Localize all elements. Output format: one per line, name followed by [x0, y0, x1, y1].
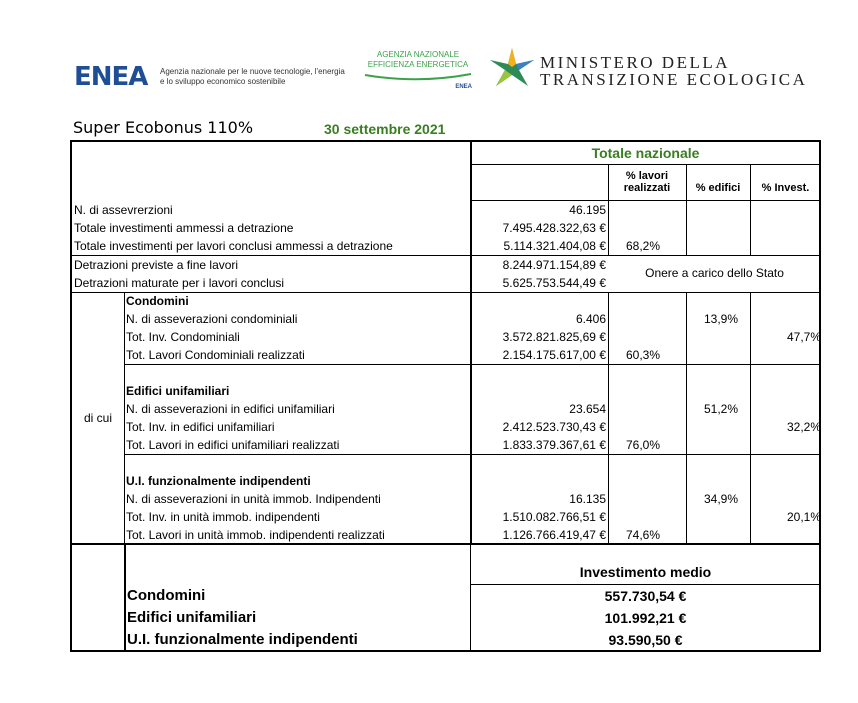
row-value: 7.495.428.322,63 €	[502, 221, 606, 235]
row-label: Detrazioni maturate per i lavori conclusi	[74, 276, 285, 290]
group-title: Edifici unifamiliari	[126, 384, 230, 398]
header-totale-nazionale: Totale nazionale	[591, 145, 700, 161]
divider	[470, 164, 821, 165]
medio-label: U.I. funzionalmente indipendenti	[127, 631, 358, 648]
swoosh-icon	[363, 72, 473, 82]
header-lavori-line2: realizzati	[623, 182, 671, 194]
medio-label: Condomini	[127, 587, 206, 604]
data-table	[70, 140, 821, 652]
enea-logo: ENEA	[74, 62, 148, 92]
group-row-value: 6.406	[575, 312, 606, 326]
group-row-value: 1.126.766.419,47 €	[502, 528, 606, 542]
page-title: Super Ecobonus 110%	[73, 118, 254, 137]
group-row-label: Tot. Lavori in unità immob. indipendenti realizzati	[126, 528, 385, 542]
row-label: N. di assevrerzioni	[74, 203, 173, 217]
medio-value: 93.590,50 €	[608, 632, 683, 648]
group-pct-lavori: 76,0%	[626, 438, 661, 452]
group-row-label: N. di asseverazioni in unità immob. Indipendenti	[126, 492, 381, 506]
divider	[124, 292, 125, 544]
group-row-value: 1.833.379.367,61 €	[502, 438, 606, 452]
group-pct-lavori: 60,3%	[626, 348, 661, 362]
divider	[750, 164, 751, 255]
group-row-label: Tot. Lavori Condominiali realizzati	[126, 348, 305, 362]
group-row-value: 1.510.082.766,51 €	[502, 510, 606, 524]
group-pct-invest: 20,1%	[786, 510, 821, 524]
divider	[686, 292, 687, 544]
group-row-label: Tot. Inv. Condominiali	[126, 330, 240, 344]
ministry-name	[540, 54, 807, 88]
divider	[608, 292, 609, 544]
onere-note: Onere a carico dello Stato	[645, 266, 784, 280]
row-pct-lavori: 68,2%	[626, 239, 661, 253]
ministry-star-icon	[488, 46, 536, 88]
ministry-line1: MINISTERO DELLA	[540, 53, 731, 72]
group-row-value: 23.654	[569, 402, 606, 416]
agency-line2: EFFICIENZA ENERGETICA	[367, 60, 469, 69]
header-lavori-realizzati	[608, 170, 686, 194]
investimento-medio-header: Investimento medio	[579, 564, 712, 580]
agency-enea-mini: ENEA	[455, 84, 472, 90]
agency-line1: AGENZIA NAZIONALE	[376, 50, 460, 59]
row-value: 46.195	[569, 203, 606, 217]
divider	[124, 364, 821, 365]
group-pct-invest: 32,2%	[786, 420, 821, 434]
group-pct-edifici: 51,2%	[704, 402, 739, 416]
group-pct-edifici: 34,9%	[704, 492, 739, 506]
group-title: U.I. funzionalmente indipendenti	[126, 474, 311, 488]
row-label: Detrazioni previste a fine lavori	[74, 258, 239, 272]
group-row-label: Tot. Inv. in unità immob. indipendenti	[126, 510, 320, 524]
row-label: Totale investimenti per lavori conclusi ammessi a detrazione	[74, 239, 393, 253]
enea-description	[160, 67, 350, 87]
header-invest: % Invest.	[761, 182, 810, 194]
group-pct-edifici: 13,9%	[704, 312, 739, 326]
group-row-value: 2.412.523.730,43 €	[502, 420, 606, 434]
agency-logo	[358, 50, 478, 92]
group-pct-lavori: 74,6%	[626, 528, 661, 542]
group-row-value: 2.154.175.617,00 €	[502, 348, 606, 362]
group-row-value: 16.135	[569, 492, 606, 506]
row-value: 5.114.321.404,08 €	[503, 239, 606, 253]
group-row-label: Tot. Lavori in edifici unifamiliari realizzati	[126, 438, 340, 452]
group-title: Condomini	[126, 294, 189, 308]
medio-label: Edifici unifamiliari	[127, 609, 257, 626]
divider	[686, 164, 687, 255]
ministry-line2: TRANSIZIONE ECOLOGICA	[540, 70, 808, 89]
group-row-label: N. di asseverazioni in edifici unifamiliari	[126, 402, 335, 416]
divider	[124, 544, 126, 652]
group-row-label: Tot. Inv. in edifici unifamiliari	[126, 420, 275, 434]
group-pct-invest: 47,7%	[786, 330, 821, 344]
di-cui-label: di cui	[83, 411, 112, 425]
header-edifici: % edifici	[695, 182, 741, 194]
group-row-value: 3.572.821.825,69 €	[502, 330, 606, 344]
medio-value: 557.730,54 €	[604, 588, 687, 604]
enea-desc-line2: e lo sviluppo economico sostenibile	[160, 77, 286, 86]
row-label: Totale investimenti ammessi a detrazione	[74, 221, 294, 235]
row-value: 5.625.753.544,49 €	[502, 276, 606, 290]
row-value: 8.244.971.154,89 €	[502, 258, 606, 272]
divider	[470, 584, 821, 585]
divider	[124, 454, 821, 455]
enea-desc-line1: Agenzia nazionale per le nuove tecnologie, l'energia	[160, 67, 345, 76]
header-lavori-line1: % lavori	[625, 170, 669, 182]
report-date: 30 settembre 2021	[324, 121, 446, 137]
medio-value: 101.992,21 €	[604, 610, 687, 626]
group-row-label: N. di asseverazioni condominiali	[126, 312, 298, 326]
